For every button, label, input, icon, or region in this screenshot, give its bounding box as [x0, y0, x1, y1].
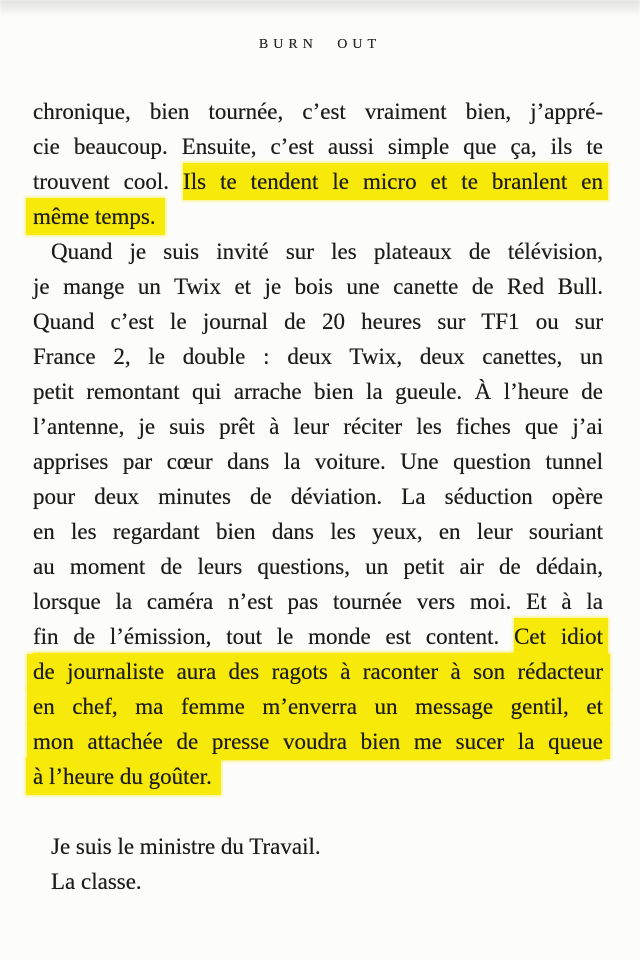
- text-line: [33, 829, 603, 864]
- body-text: pour deux minutes de déviation. La séduction opère: [33, 484, 603, 509]
- body-text: apprises par cœur dans la voiture. Une question tunnel: [33, 449, 603, 474]
- highlighted-text: en chef, ma femme m’enverra un message gentil, et: [33, 688, 603, 725]
- highlighted-text: mon attachée de presse voudra bien me sucer la queue: [33, 723, 603, 760]
- text-line: [33, 304, 603, 339]
- highlighted-text: même temps.: [26, 198, 165, 235]
- text-line: [33, 234, 603, 269]
- text-line: [33, 584, 603, 619]
- text-line: [27, 654, 610, 689]
- body-text: Quand c’est le journal de 20 heures sur TF1 ou sur: [33, 309, 603, 334]
- text-line: [33, 759, 603, 794]
- text-line: [33, 199, 603, 234]
- blank-line: [33, 794, 603, 829]
- highlighted-text: Ils te tendent le micro et te branlent en: [183, 163, 608, 200]
- text-line: [33, 129, 603, 164]
- page-text: [33, 94, 603, 899]
- text-line: [33, 549, 603, 584]
- body-text: chronique, bien tournée, c’est vraiment bien, j’appré-: [33, 99, 603, 124]
- body-text: fin de l’émission, tout le monde est content.: [33, 624, 515, 649]
- body-text: trouvent cool.: [33, 169, 184, 194]
- text-line: [33, 269, 603, 304]
- highlighted-text: de journaliste aura des ragots à raconter à son rédacteur: [33, 653, 603, 690]
- body-text: au moment de leurs questions, un petit air de dédain,: [33, 554, 603, 579]
- running-header: BURN OUT: [258, 37, 382, 52]
- text-line: [33, 479, 603, 514]
- body-text: en les regardant bien dans les yeux, en leur souriant: [33, 519, 603, 544]
- text-line: [33, 164, 603, 199]
- body-text: Quand je suis invité sur les plateaux de télévision,: [51, 239, 603, 264]
- text-line: [33, 94, 603, 129]
- body-text: Je suis le ministre du Travail.: [51, 834, 321, 859]
- highlighted-text: à l’heure du goûter.: [26, 758, 221, 795]
- body-text: La classe.: [51, 869, 142, 894]
- text-line: [33, 339, 603, 374]
- text-line: [33, 374, 603, 409]
- body-text: l’antenne, je suis prêt à leur réciter les fiches que j’ai: [33, 414, 603, 439]
- body-text: cie beaucoup. Ensuite, c’est aussi simple que ça, ils te: [33, 134, 603, 159]
- text-line: [27, 689, 610, 724]
- text-line: [33, 409, 603, 444]
- scan-noise-band: [0, 0, 640, 16]
- text-line: [33, 444, 603, 479]
- body-text: je mange un Twix et je bois une canette de Red Bull.: [33, 274, 603, 299]
- text-line: [33, 514, 603, 549]
- text-line: [33, 619, 603, 654]
- body-text: France 2, le double : deux Twix, deux canettes, un: [33, 344, 603, 369]
- text-line: [33, 864, 603, 899]
- highlighted-text: Cet idiot: [514, 618, 608, 655]
- body-text: lorsque la caméra n’est pas tournée vers moi. Et à la: [33, 589, 603, 614]
- body-text: petit remontant qui arrache bien la gueule. À l’heure de: [33, 379, 603, 404]
- text-line: [27, 724, 610, 759]
